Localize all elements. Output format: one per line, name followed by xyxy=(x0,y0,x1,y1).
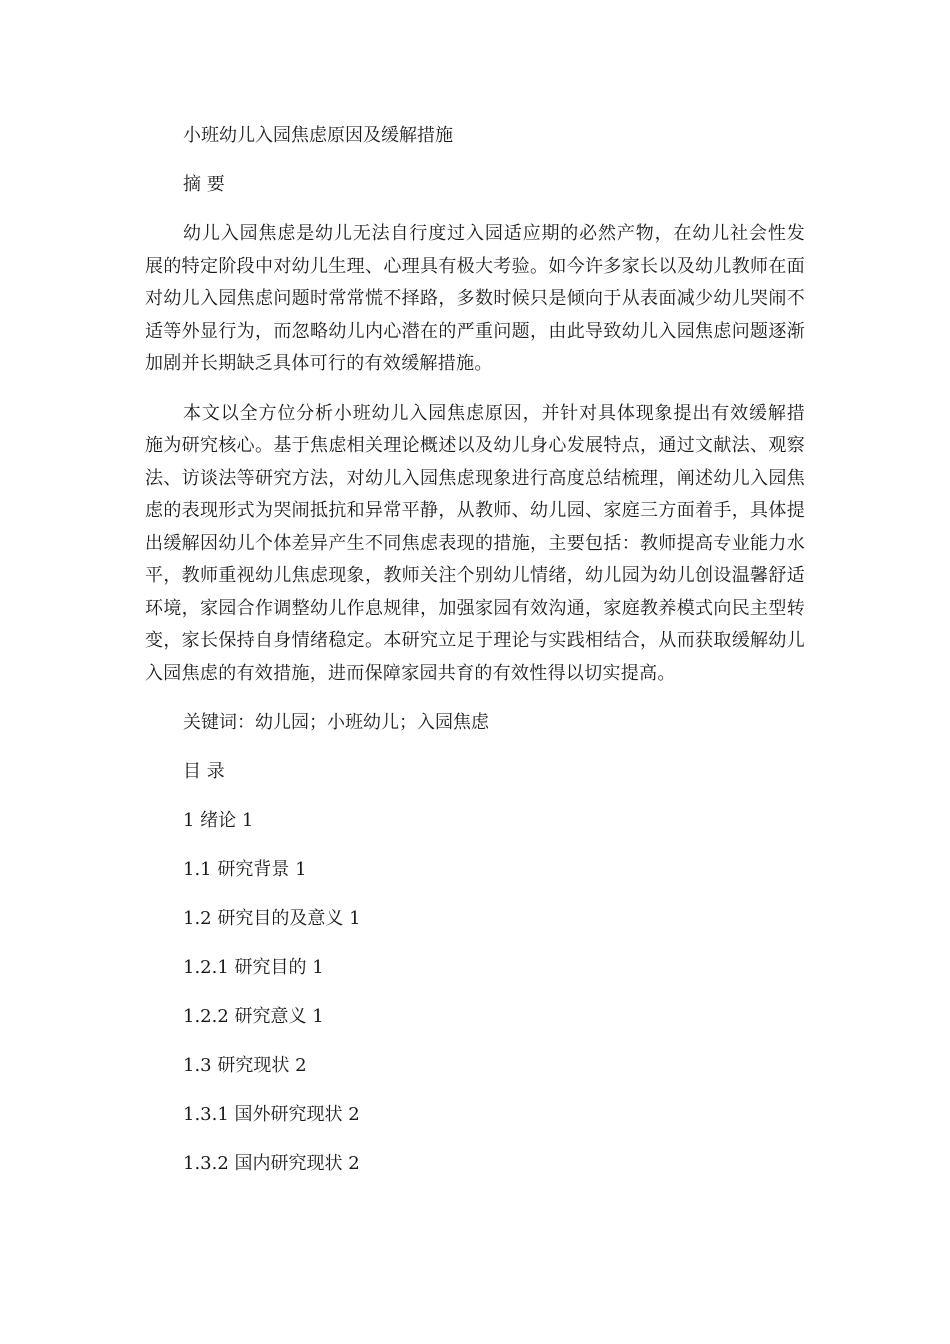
toc-item: 1 绪论 1 xyxy=(183,810,254,831)
abstract-paragraph-1: 幼儿入园焦虑是幼儿无法自行度过入园适应期的必然产物，在幼儿社会性发展的特定阶段中对幼儿生理、心理具有极大考验。如今许多家长以及幼儿教师在面对幼儿入园焦虑问题时常常慌不择路，多数时候只是倾向于从表面减少幼儿哭闹不适等外显行为，而忽略幼儿内心潜在的严重问题，由此导致幼儿入园焦虑问题逐渐加剧并长期缺乏具体可行的有效缓解措施。 xyxy=(145,223,805,374)
toc-item: 1.2 研究目的及意义 1 xyxy=(183,908,361,929)
abstract-paragraph-2: 本文以全方位分析小班幼儿入园焦虑原因，并针对具体现象提出有效缓解措施为研究核心。基于焦虑相关理论概述以及幼儿身心发展特点，通过文献法、观察法、访谈法等研究方法，对幼儿入园焦虑现象进行高度总结梳理，阐述幼儿入园焦虑的表现形式为哭闹抵抗和异常平静，从教师、幼儿园、家庭三方面着手，具体提出缓解因幼儿个体差异产生不同焦虑表现的措施，主要包括：教师提高专业能力水平，教师重视幼儿焦虑现象，教师关注个别幼儿情绪，幼儿园为幼儿创设温馨舒适环境，家园合作调整幼儿作息规律，加强家园有效沟通，家庭教养模式向民主型转变，家长保持自身情绪稳定。本研究立足于理论与实践相结合，从而获取缓解幼儿入园焦虑的有效措施，进而保障家园共育的有效性得以切实提高。 xyxy=(145,402,805,684)
document-title: 小班幼儿入园焦虑原因及缓解措施 xyxy=(183,125,453,146)
toc-item: 1.2.1 研究目的 1 xyxy=(183,957,324,978)
document-body xyxy=(145,120,805,1197)
toc-item: 1.3.2 国内研究现状 2 xyxy=(183,1153,360,1174)
toc-item: 1.3 研究现状 2 xyxy=(183,1055,307,1076)
toc-heading: 目 录 xyxy=(183,761,225,782)
toc-item: 1.3.1 国外研究现状 2 xyxy=(183,1104,360,1125)
toc-item: 1.1 研究背景 1 xyxy=(183,859,307,880)
abstract-heading: 摘 要 xyxy=(183,174,225,195)
toc-item: 1.2.2 研究意义 1 xyxy=(183,1006,324,1027)
table-of-contents xyxy=(145,805,805,1180)
keywords: 关键词：幼儿园；小班幼儿；入园焦虑 xyxy=(183,712,489,733)
